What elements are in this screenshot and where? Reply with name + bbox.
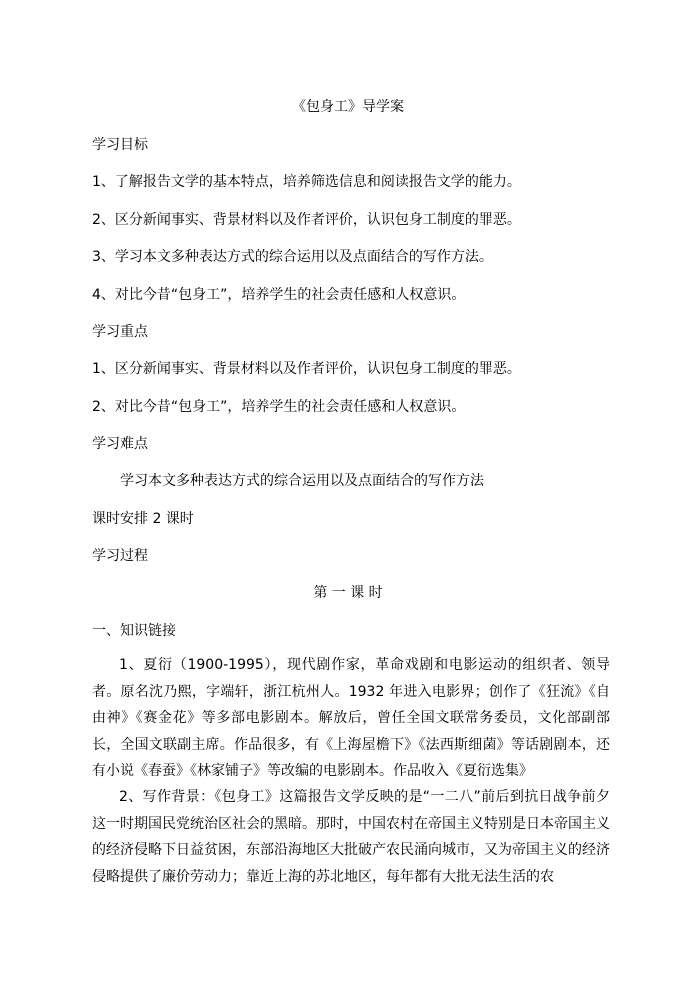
difficulty-text: 学习本文多种表达方式的综合运用以及点面结合的写作方法 [120,473,484,489]
focus-heading: 学习重点 [92,324,148,340]
goals-heading: 学习目标 [92,137,148,153]
goal-item: 3、学习本文多种表达方式的综合运用以及点面结合的写作方法。 [92,249,493,265]
paragraph-author-intro: 1、夏衍（1900-1995），现代剧作家，革命戏剧和电影运动的组织者、领导者。原名沈乃熙，字端轩，浙江杭州人。1932 年进入电影界；创作了《狂流》《自由神》《赛金花》等多部电影剧本。解放后，曾任全国文联常务委员，文化部副部长，全国文联副主席。作品很多，有《上海屋檐下》《法西斯细菌》等话剧剧本，还有小说《春蚕》《林家铺子》等改编的电影剧本。作品收入《夏衍选集》 [92,657,610,779]
focus-item: 1、区分新闻事实、背景材料以及作者评价，认识包身工制度的罪恶。 [92,361,521,377]
process-heading: 学习过程 [92,548,148,564]
goal-item: 2、区分新闻事实、背景材料以及作者评价，认识包身工制度的罪恶。 [92,212,521,228]
document-title: 《包身工》导学案 [292,99,404,115]
section-heading: 一、知识链接 [92,623,176,639]
focus-item: 2、对比今昔“包身工”，培养学生的社会责任感和人权意识。 [92,399,466,415]
schedule-text: 课时安排 2 课时 [92,511,194,527]
goal-item: 1、了解报告文学的基本特点，培养筛选信息和阅读报告文学的能力。 [92,174,521,190]
paragraph-background: 2、写作背景：《包身工》这篇报告文学反映的是“一二八”前后到抗日战争前夕这一时期国民党统治区社会的黑暗。那时，中国农村在帝国主义特别是日本帝国主义的经济侵略下日益贫困，东部沿海地区大批破产农民涌向城市，又为帝国主义的经济侵略提供了廉价劳动力；靠近上海的苏北地区，每年都有大批无法生活的农 [92,789,610,885]
difficulty-heading: 学习难点 [92,436,148,452]
lesson-title: 第 一 课 时 [313,585,383,601]
goal-item: 4、对比今昔“包身工”，培养学生的社会责任感和人权意识。 [92,287,466,303]
